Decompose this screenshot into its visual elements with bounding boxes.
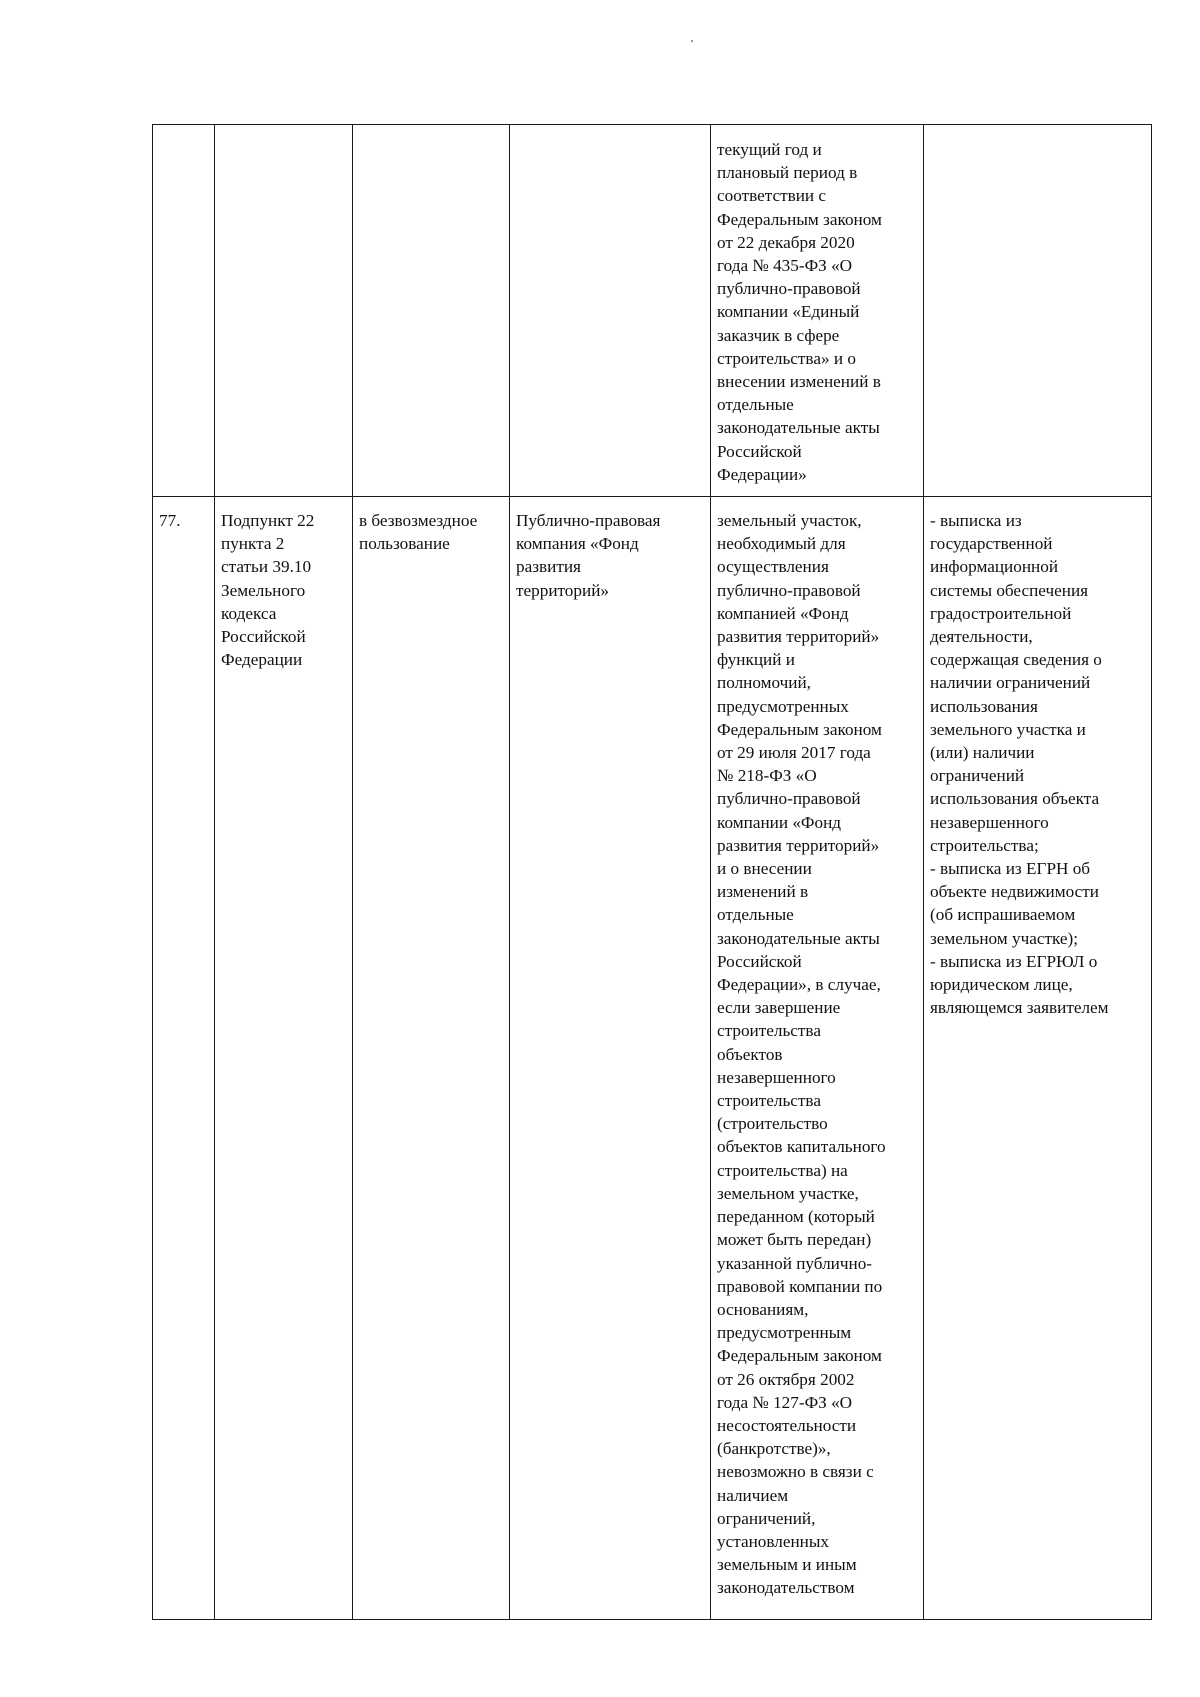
document-table: [152, 124, 1152, 1620]
cell-land-plot: земельный участок, необходимый для осуществления публично-правовой компанией «Фонд развития территорий» функций и полномочий, предусмотренных Федеральным законом от 29 июля 2017 года № 218-ФЗ «О публично-правовой компании «Фонд развития территорий» и о внесении изменений в отдельные законодательные акты Российской Федерации», в случае, если завершение строительства объектов незавершенного строительства (строительство объектов капитального строительства) на земельном участке, переданном (который может быть передан) указанной публично- правовой компании по основаниям, предусмотренным Федеральным законом от 26 октября 2002 года № 127-ФЗ «О несостоятельности (банкротстве)», невозможно в связи с наличием ограничений, установленных земельным и иным законодательством: [711, 497, 924, 1620]
table-row-77: [153, 497, 1152, 1620]
scan-speck: [691, 40, 693, 42]
cell-right-type: в безвозмездное пользование: [353, 497, 510, 1620]
table-row-continuation: [153, 125, 1152, 497]
cell-basis: [215, 125, 353, 497]
cell-applicant: Публично-правовая компания «Фонд развития территорий»: [510, 497, 711, 1620]
cell-number: [153, 125, 215, 497]
cell-documents: - выписка из государственной информационной системы обеспечения градостроительной деятельности, содержащая сведения о наличии ограничений использования земельного участка и (или) наличии ограничений использования объекта незавершенного строительства; - выписка из ЕГРН об объекте недвижимости (об испрашиваемом земельном участке); - выписка из ЕГРЮЛ о юридическом лице, являющемся заявителем: [924, 497, 1152, 1620]
cell-basis: Подпункт 22 пункта 2 статьи 39.10 Земельного кодекса Российской Федерации: [215, 497, 353, 1620]
cell-documents: [924, 125, 1152, 497]
cell-number: 77.: [153, 497, 215, 1620]
cell-applicant: [510, 125, 711, 497]
cell-land-plot: текущий год и плановый период в соответствии с Федеральным законом от 22 декабря 2020 года № 435-ФЗ «О публично-правовой компании «Единый заказчик в сфере строительства» и о внесении изменений в отдельные законодательные акты Российской Федерации»: [711, 125, 924, 497]
cell-right-type: [353, 125, 510, 497]
